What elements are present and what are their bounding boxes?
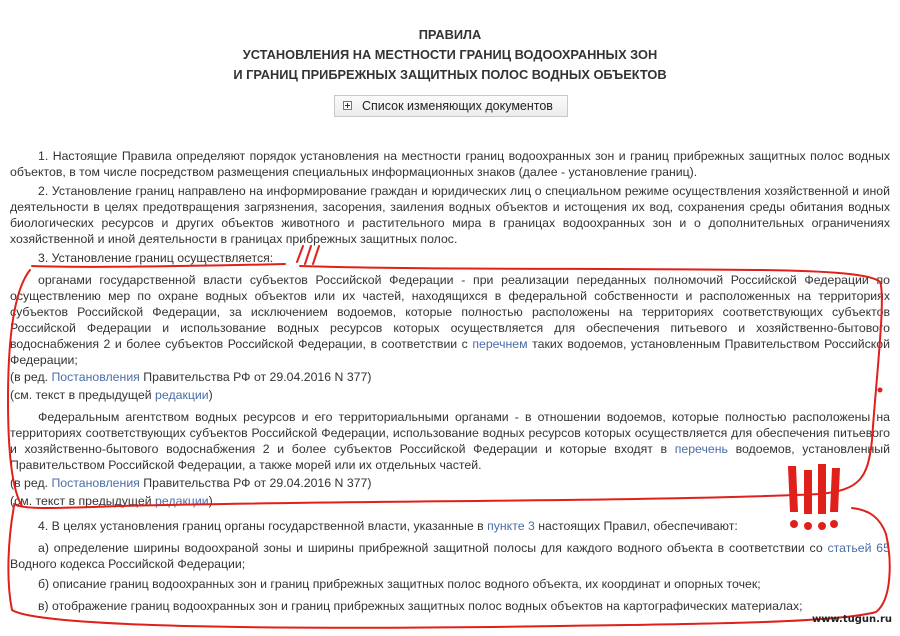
paragraph-4-text: 4. В целях установления границ органы государственной власти, указанные в [38,519,488,533]
revision-link-2[interactable]: редакции [155,494,209,508]
changes-list-label: Список изменяющих документов [362,99,553,113]
paragraph-4a-text: а) определение ширины водоохраной зоны и ширины прибрежной защитной полосы для каждого водного объекта в соответствии со [38,541,828,555]
paragraph-4-text-end: настоящих Правил, обеспечивают: [534,519,738,533]
paragraph-4a-text-end: Водного кодекса Российской Федерации; [10,557,246,571]
paragraph-3b-text: Федеральным агентством водных ресурсов и его территориальными органами - в отношении водоемов, которые полностью расположены на территориях соответствующих субъектов Российской Федерации, использование водных ресурсов которых осуществляется для обеспечения питьевого и хозяйственно-бытового водоснабжения 2 и более субъектов Российской Федерации и которые входят в [10,410,890,456]
changes-list-toggle[interactable] [334,95,568,117]
clause-3-link[interactable]: пункте 3 [487,519,535,533]
paragraph-3b [10,409,890,473]
paragraph-4a [10,540,890,572]
paragraph-4b: б) описание границ водоохранных зон и границ прибрежных защитных полос водного объекта, их координат и опорных точек; [38,577,761,591]
prev-note-prefix: (см. текст в предыдущей [10,388,156,402]
previous-text-note-1 [10,387,890,403]
title-line-1: ПРАВИЛА [418,27,482,42]
paragraph-2: 2. Установление границ направлено на информирование граждан и юридических лиц о специальном режиме осуществления хозяйственной и иной деятельности в целях предотвращения загрязнения, засорения, заиления водных объектов и истощения их вод, сохранения среды обитания водных биологических ресурсов и других объектов животного и растительного мира в границах водоохранных зон и о дополнительных ограничениях хозяйственной и иной деятельности в границах прибрежных защитных полос. [10,184,890,246]
prev-note-prefix-2: (см. текст в предыдущей [10,494,156,508]
document-title [10,25,890,85]
prev-note-suffix: ) [208,388,213,402]
edit-note-suffix-2: Правительства РФ от 29.04.2016 N 377) [139,476,372,490]
paragraph-4 [10,518,890,534]
resolution-link[interactable]: Постановления [51,370,140,384]
article-65-link[interactable]: статьей 65 [827,541,890,555]
paragraph-1: 1. Настоящие Правила определяют порядок установления на местности границ водоохранных зон и границ прибрежных защитных полос водных объектов, в том числе посредством размещения специальных информационных знаков (далее - установление границ). [10,149,890,179]
resolution-link-2[interactable]: Постановления [51,476,140,490]
edit-note-suffix: Правительства РФ от 29.04.2016 N 377) [139,370,372,384]
paragraph-3b-text-end: водоемов, установленный Правительством Российской Федерации, а также морей или их отдельных частей. [10,442,890,472]
paragraph-3: 3. Установление границ осуществляется: [38,251,274,265]
paragraph-3a-text: органами государственной власти субъектов Российской Федерации - при реализации переданных полномочий Российской Федерации по осуществлению мер по охране водных объектов или их частей, находящихся в федеральной собственности и расположенных на территориях субъектов Российской Федерации, за исключением водоемов, которые полностью расположены на территориях соответствующих субъектов Российской Федерации и использование водных ресурсов которых осуществляется для обеспечения питьевого и хозяйственно-бытового водоснабжения 2 и более субъектов Российской Федерации, в соответствии с [10,273,890,351]
paragraph-3a-text-end: таких водоемов, установленным Правительством Российской Федерации; [10,337,890,367]
paragraph-4c: в) отображение границ водоохранных зон и границ прибрежных защитных полос водных объектов на картографических материалах; [38,599,803,613]
edit-note-1 [10,369,890,385]
previous-text-note-2 [10,493,890,509]
edit-note-prefix-2: (в ред. [10,476,52,490]
title-line-2: УСТАНОВЛЕНИЯ НА МЕСТНОСТИ ГРАНИЦ ВОДООХРАННЫХ ЗОН [242,47,658,62]
list-link-2[interactable]: перечень [674,442,728,456]
revision-link[interactable]: редакции [155,388,209,402]
edit-note-prefix: (в ред. [10,370,52,384]
plus-box-icon [343,101,352,110]
prev-note-suffix-2: ) [208,494,213,508]
list-link[interactable]: перечнем [472,337,528,351]
edit-note-2 [10,475,890,491]
paragraph-3a [10,272,890,368]
title-line-3: И ГРАНИЦ ПРИБРЕЖНЫХ ЗАЩИТНЫХ ПОЛОС ВОДНЫХ ОБЪЕКТОВ [233,67,667,82]
watermark: www.tugun.ru [811,614,892,625]
